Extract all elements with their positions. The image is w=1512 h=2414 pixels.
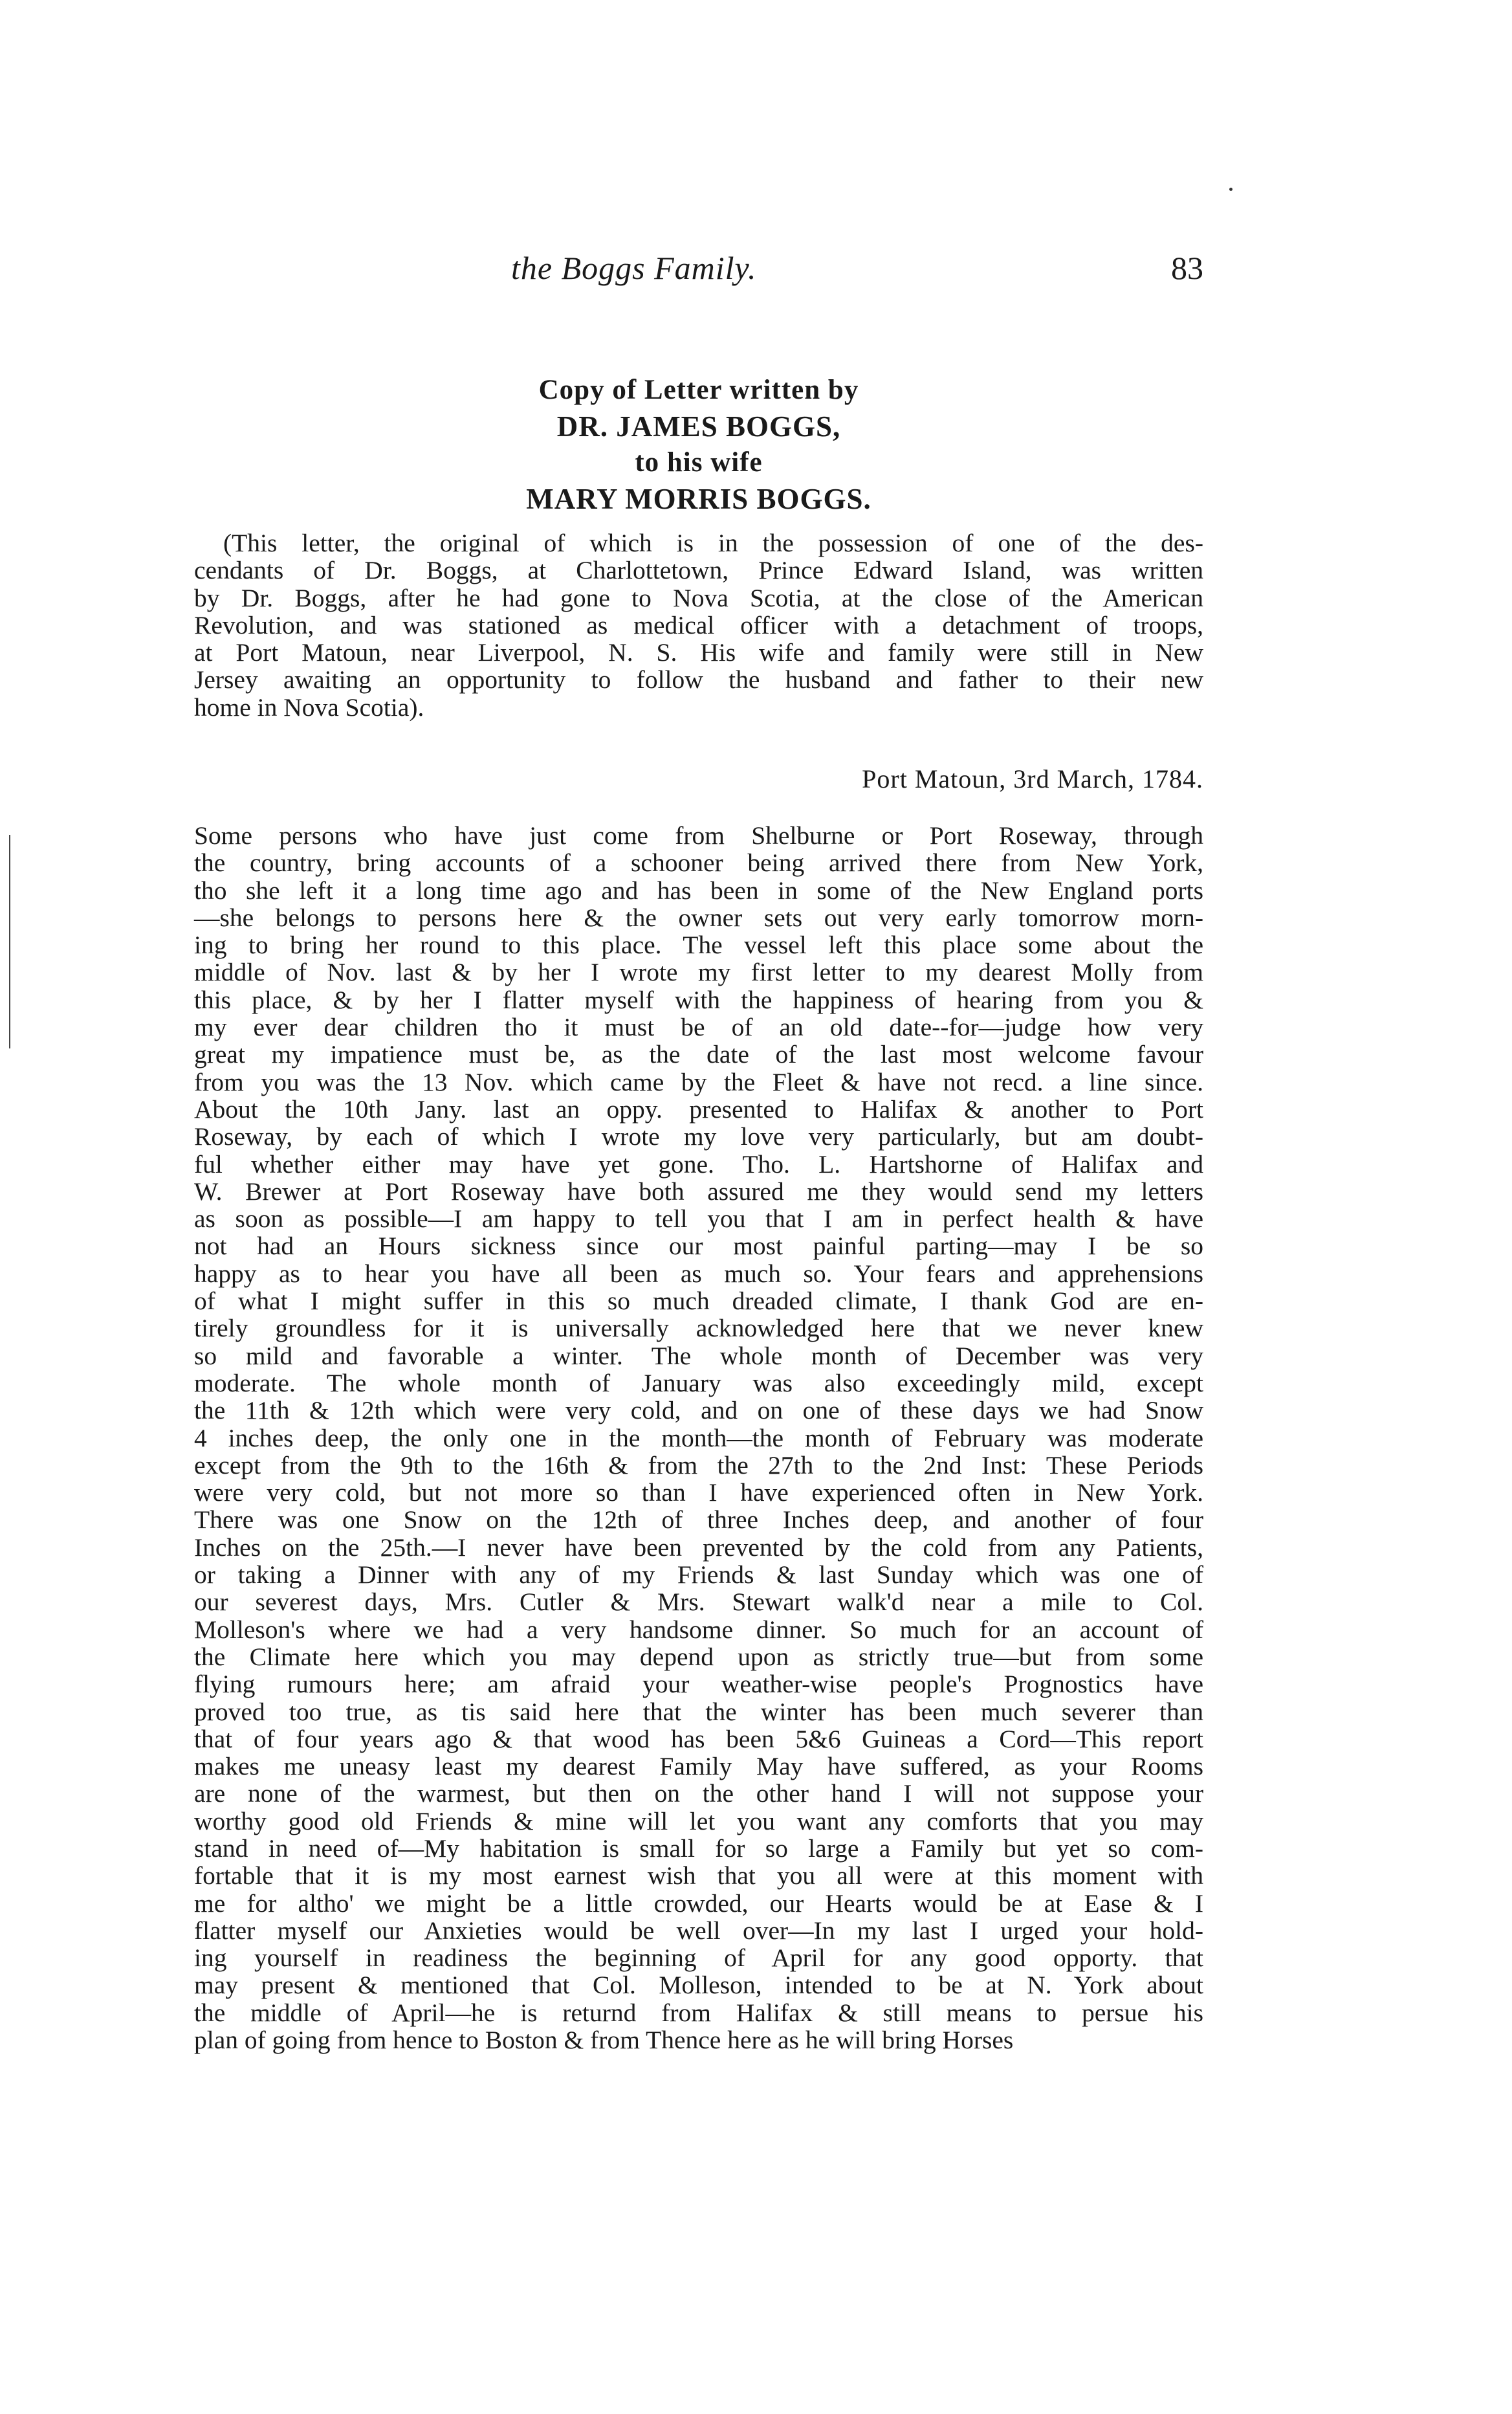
letter-body: [194, 822, 1203, 2054]
body-line: stand in need of—My habitation is small for so large a Family but yet so com-: [194, 1833, 1203, 1863]
body-line: proved too true, as tis said here that the winter has been much severer than: [194, 1697, 1203, 1726]
letter-dateline: Port Matoun, 3rd March, 1784.: [862, 764, 1203, 793]
body-line: ful whether either may have yet gone. Tho. L. Hartshorne of Halifax and: [194, 1149, 1203, 1179]
heading-line-3: to his wife: [635, 447, 763, 478]
body-line: of what I might suffer in this so much dreaded climate, I thank God are en-: [194, 1287, 1203, 1316]
body-line: not had an Hours sickness since our most painful parting—may I be so: [194, 1232, 1203, 1261]
body-line: the Climate here which you may depend upon as strictly true—but from some: [194, 1642, 1203, 1671]
body-line: flying rumours here; am afraid your weather-wise people's Prognostics have: [194, 1670, 1203, 1699]
body-line: are none of the warmest, but then on the other hand I will not suppose your: [194, 1779, 1203, 1808]
body-line: plan of going from hence to Boston & from Thence here as he will bring Horses: [194, 2026, 1014, 2055]
body-line: from you was the 13 Nov. which came by the Fleet & have not recd. a line since.: [194, 1067, 1203, 1096]
scan-edge-mark: [9, 835, 10, 1048]
body-line: Roseway, by each of which I wrote my love very particularly, but am doubt-: [194, 1122, 1203, 1151]
intro-line: cendants of Dr. Boggs, at Charlottetown, Prince Edward Island, was written: [194, 556, 1203, 585]
letter-heading: [194, 372, 1203, 517]
intro-line: (This letter, the original of which is in the possession of one of the des-: [223, 529, 1203, 557]
body-line: 4 inches deep, the only one in the month—the month of February was moderate: [194, 1423, 1203, 1452]
body-line: ing to bring her round to this place. The vessel left this place some about the: [194, 931, 1203, 960]
body-line: flatter myself our Anxieties would be well over—In my last I urged your hold-: [194, 1916, 1203, 1945]
body-line: fortable that it is my most earnest wish that you all were at this moment with: [194, 1861, 1203, 1890]
intro-line: Jersey awaiting an opportunity to follow the husband and father to their new: [194, 665, 1203, 694]
body-line: the country, bring accounts of a schooner being arrived there from New York,: [194, 848, 1203, 878]
intro-line: by Dr. Boggs, after he had gone to Nova Scotia, at the close of the American: [194, 583, 1203, 612]
body-line: happy as to hear you have all been as much so. Your fears and apprehensions: [194, 1259, 1203, 1288]
body-line: middle of Nov. last & by her I wrote my first letter to my dearest Molly from: [194, 958, 1203, 987]
body-line: our severest days, Mrs. Cutler & Mrs. Stewart walk'd near a mile to Col.: [194, 1588, 1203, 1617]
body-line: ing yourself in readiness the beginning of April for any good opporty. that: [194, 1943, 1203, 1973]
heading-line-4: MARY MORRIS BOGGS.: [526, 483, 871, 515]
body-line: so mild and favorable a winter. The whole month of December was very: [194, 1341, 1203, 1370]
body-line: me for altho' we might be a little crowded, our Hearts would be at Ease & I: [194, 1888, 1203, 1918]
body-line: were very cold, but not more so than I have experienced often in New York.: [194, 1478, 1203, 1507]
body-line: Inches on the 25th.—I never have been prevented by the cold from any Patients,: [194, 1533, 1203, 1562]
running-head: [194, 249, 1203, 294]
heading-line-1: Copy of Letter written by: [538, 375, 859, 405]
page-number: 83: [1171, 250, 1203, 286]
body-line: as soon as possible—I am happy to tell you that I am in perfect health & have: [194, 1204, 1203, 1234]
body-line: my ever dear children tho it must be of an old date--for—judge how very: [194, 1013, 1203, 1042]
intro-line: Revolution, and was stationed as medical officer with a detachment of troops,: [194, 610, 1203, 639]
body-line: makes me uneasy least my dearest Family May have suffered, as your Rooms: [194, 1752, 1203, 1781]
body-line: or taking a Dinner with any of my Friends & last Sunday which was one of: [194, 1560, 1203, 1589]
body-line: Some persons who have just come from Shelburne or Port Roseway, through: [194, 821, 1203, 850]
body-line: except from the 9th to the 16th & from the 27th to the 2nd Inst: These Periods: [194, 1450, 1203, 1479]
body-line: the 11th & 12th which were very cold, and on one of these days we had Snow: [194, 1396, 1203, 1425]
body-line: Molleson's where we had a very handsome dinner. So much for an account of: [194, 1615, 1203, 1644]
body-line: the middle of April—he is returnd from Halifax & still means to persue his: [194, 1998, 1203, 2027]
body-line: tirely groundless for it is universally acknowledged here that we never knew: [194, 1314, 1203, 1343]
running-title: the Boggs Family.: [511, 250, 757, 286]
scan-speck: [1229, 188, 1233, 191]
body-line: that of four years ago & that wood has been 5&6 Guineas a Cord—This report: [194, 1724, 1203, 1753]
body-line: W. Brewer at Port Roseway have both assured me they would send my letters: [194, 1177, 1203, 1206]
body-line: —she belongs to persons here & the owner sets out very early tomorrow morn-: [194, 903, 1203, 932]
body-line: worthy good old Friends & mine will let you want any comforts that you may: [194, 1806, 1203, 1835]
heading-line-2: DR. JAMES BOGGS,: [556, 410, 841, 443]
body-line: this place, & by her I flatter myself with the happiness of hearing from you &: [194, 985, 1203, 1014]
intro-line: at Port Matoun, near Liverpool, N. S. His wife and family were still in New: [194, 638, 1203, 667]
body-line: tho she left it a long time ago and has been in some of the New England ports: [194, 876, 1203, 905]
body-line: There was one Snow on the 12th of three Inches deep, and another of four: [194, 1505, 1203, 1534]
intro-paragraph: [194, 529, 1203, 721]
intro-line: home in Nova Scotia).: [194, 692, 424, 722]
body-line: great my impatience must be, as the date of the last most welcome favour: [194, 1040, 1203, 1069]
body-line: About the 10th Jany. last an oppy. presented to Halifax & another to Port: [194, 1094, 1203, 1124]
body-line: moderate. The whole month of January was also exceedingly mild, except: [194, 1368, 1203, 1397]
body-line: may present & mentioned that Col. Molleson, intended to be at N. York about: [194, 1971, 1203, 2000]
